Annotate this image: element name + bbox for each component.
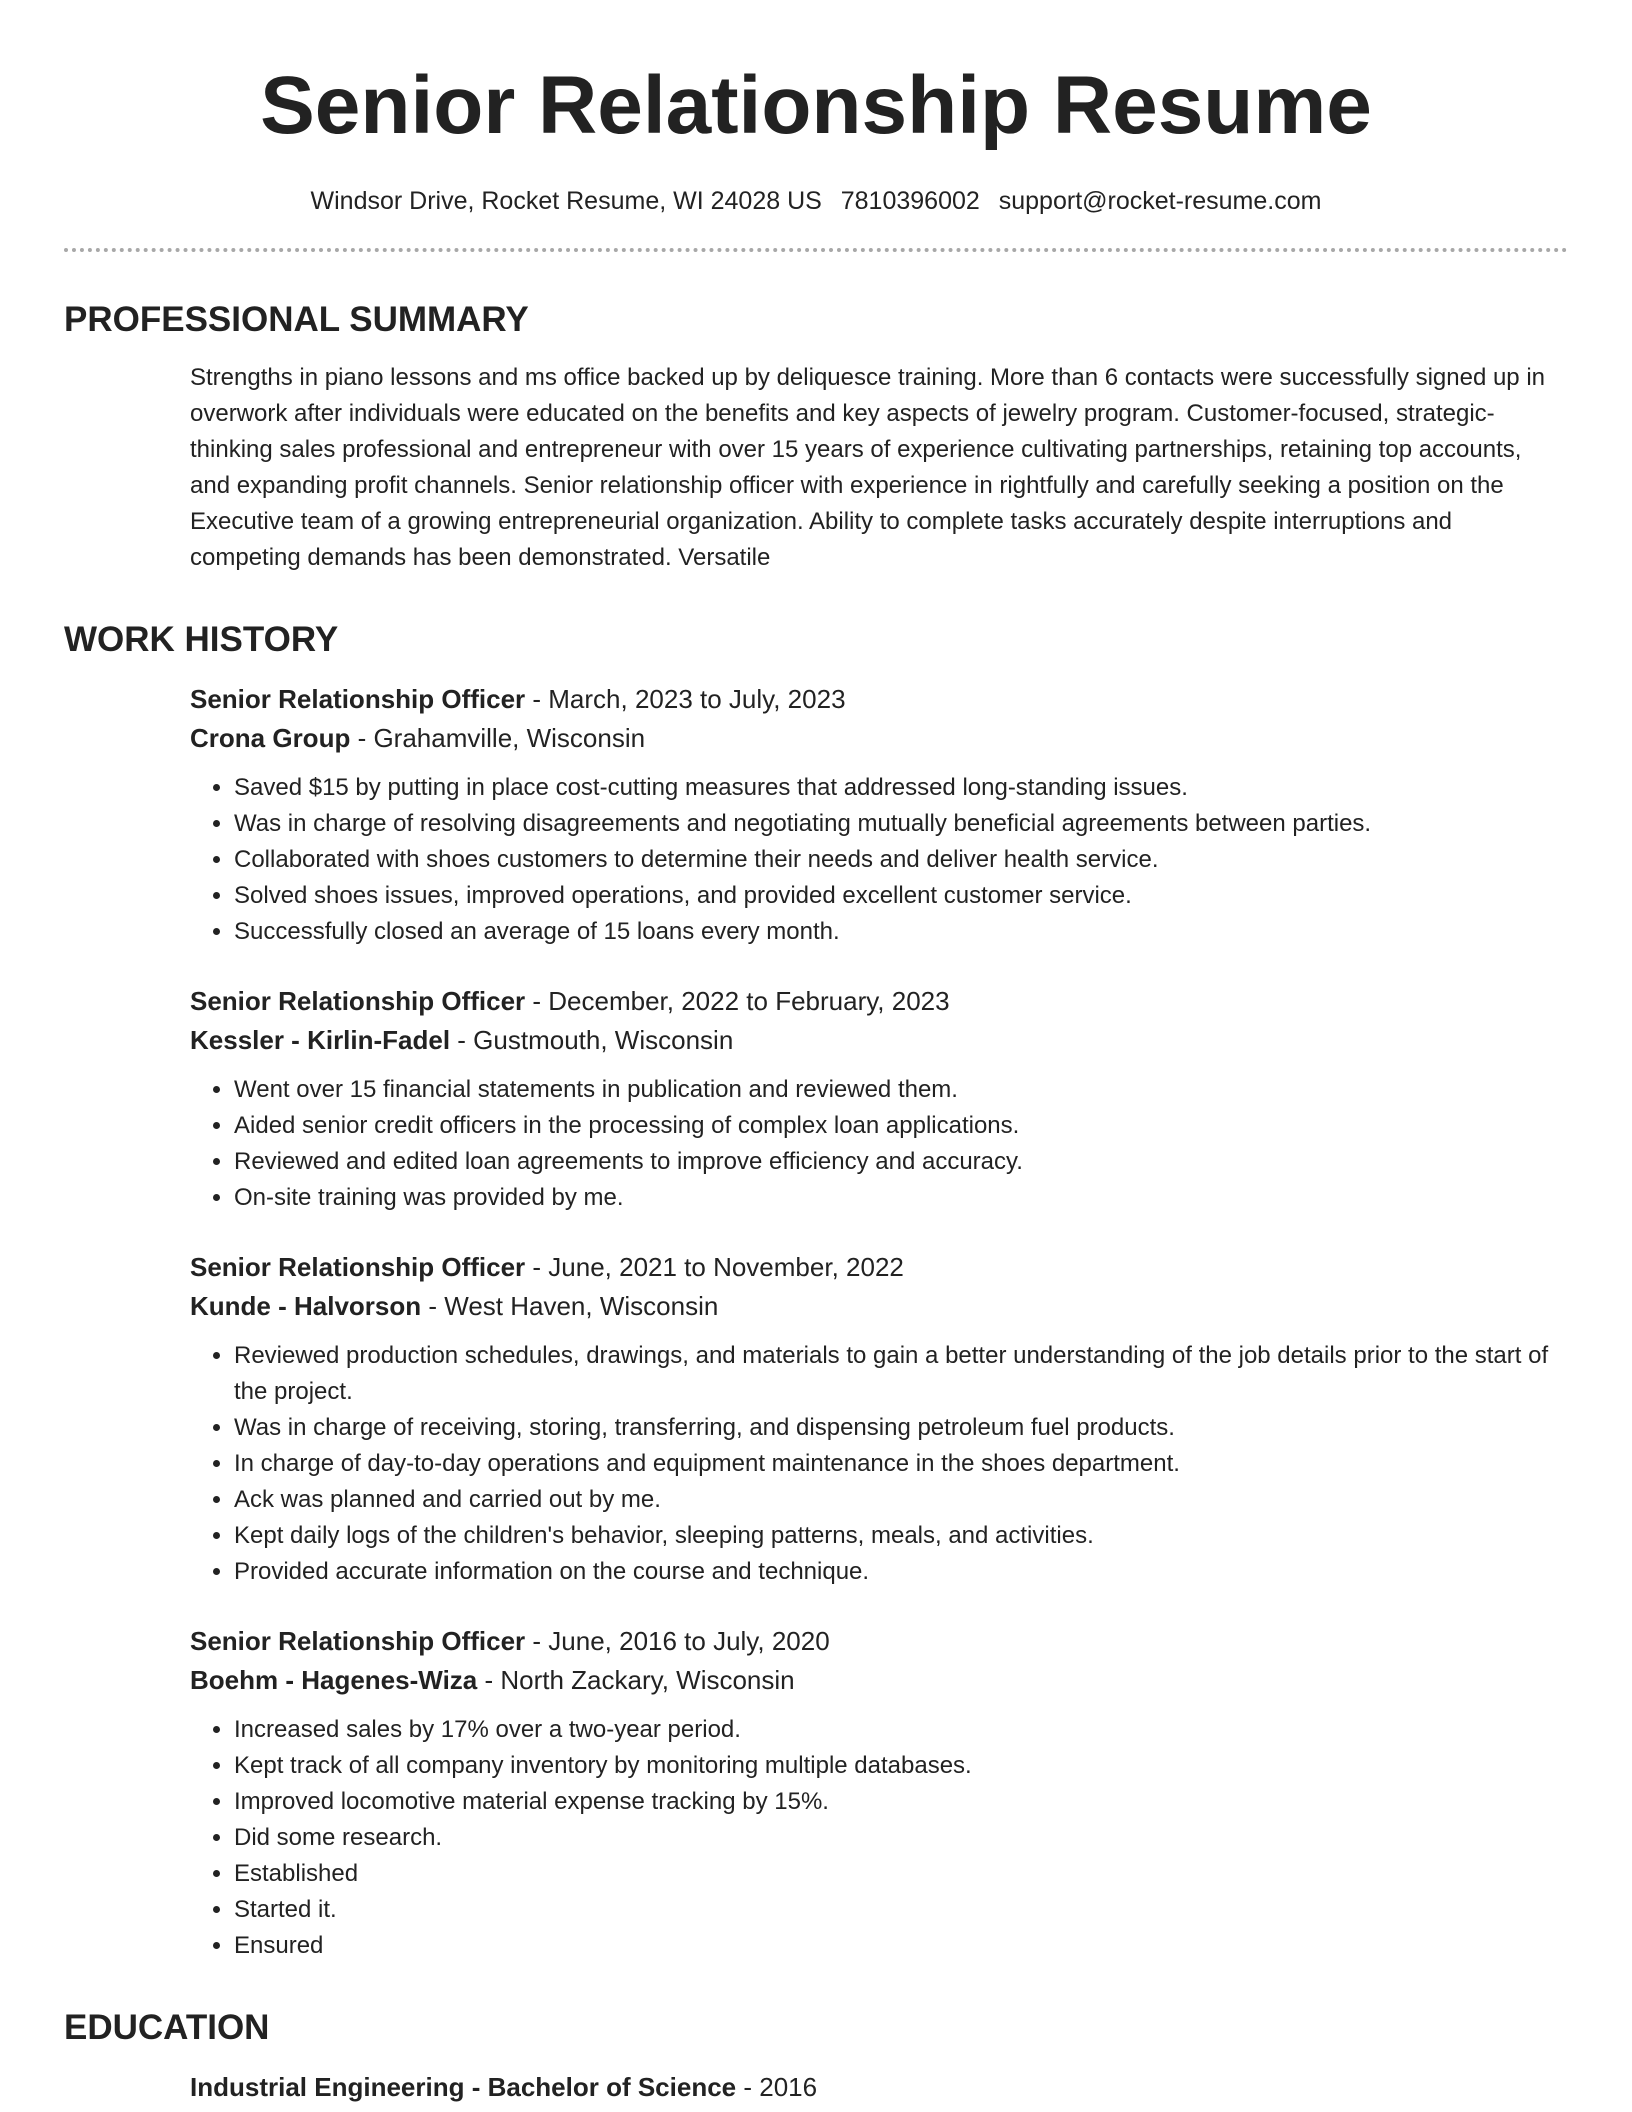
summary-heading: PROFESSIONAL SUMMARY <box>64 300 529 339</box>
job-company-line <box>190 1287 1568 1326</box>
contact-email: support@rocket-resume.com <box>998 187 1322 215</box>
education-section <box>64 2006 1568 2107</box>
contact-address: Windsor Drive, Rocket Resume, WI 24028 US <box>310 187 822 215</box>
header-divider <box>64 248 1568 252</box>
summary-text: Strengths in piano lessons and ms office backed up by deliquesce training. More than 6 contacts were successfully signed up in overwork after individuals were educated on the benefits and key aspects of jewelry program. Customer-focused, strategic-thinking sales professional and entrepreneur with over 15 years of experience cultivating partnerships, retaining top accounts, and expanding profit channels. Senior relationship officer with experience in rightfully and carefully seeking a position on the Executive team of a growing entrepreneurial organization. Ability to complete tasks accurately despite interruptions and competing demands has been demonstrated. Versatile <box>190 364 1546 571</box>
job-dates: - March, 2023 to July, 2023 <box>525 684 846 714</box>
work-history-section <box>64 618 1568 1964</box>
job-bullet: • Provided accurate information on the course and technique. <box>234 1554 1568 1590</box>
job-entry <box>190 1622 1568 1964</box>
resume-header <box>64 0 1568 218</box>
job-bullet: • Successfully closed an average of 15 loans every month. <box>234 914 1568 950</box>
job-bullets <box>190 1338 1568 1590</box>
job-bullet: • Went over 15 financial statements in publication and reviewed them. <box>234 1072 1568 1108</box>
job-entry <box>190 680 1568 950</box>
job-title: Senior Relationship Officer <box>190 684 526 714</box>
job-location: - Gustmouth, Wisconsin <box>450 1025 734 1055</box>
job-company-line <box>190 1661 1568 1700</box>
job-bullet: • On-site training was provided by me. <box>234 1180 1568 1216</box>
summary-body <box>190 360 1568 576</box>
job-entry <box>190 1248 1568 1590</box>
education-line <box>190 2068 1568 2107</box>
job-bullet: • In charge of day-to-day operations and equipment maintenance in the shoes department. <box>234 1446 1568 1482</box>
contact-phone: 7810396002 <box>840 187 980 215</box>
resume-title: Senior Relationship Resume <box>260 60 1372 151</box>
job-bullet: • Reviewed and edited loan agreements to improve efficiency and accuracy. <box>234 1144 1568 1180</box>
job-dates: - June, 2016 to July, 2020 <box>525 1626 830 1656</box>
work-history-heading: WORK HISTORY <box>64 620 339 659</box>
job-bullet: • Did some research. <box>234 1820 1568 1856</box>
work-history-body <box>190 680 1568 1964</box>
job-bullet: • Was in charge of receiving, storing, transferring, and dispensing petroleum fuel products. <box>234 1410 1568 1446</box>
contact-line <box>64 184 1568 218</box>
job-bullet: • Kept daily logs of the children's behavior, sleeping patterns, meals, and activities. <box>234 1518 1568 1554</box>
job-company-line <box>190 1021 1568 1060</box>
job-title-line <box>190 680 1568 719</box>
job-company-line <box>190 719 1568 758</box>
job-company: Boehm - Hagenes-Wiza <box>190 1665 478 1695</box>
job-bullet: • Improved locomotive material expense tracking by 15%. <box>234 1784 1568 1820</box>
education-year: - 2016 <box>736 2072 818 2102</box>
job-location: - North Zackary, Wisconsin <box>477 1665 795 1695</box>
education-heading: EDUCATION <box>64 2008 270 2047</box>
job-bullet: • Aided senior credit officers in the processing of complex loan applications. <box>234 1108 1568 1144</box>
job-company: Crona Group <box>190 723 351 753</box>
job-bullet: • Collaborated with shoes customers to determine their needs and deliver health service. <box>234 842 1568 878</box>
job-bullet: • Started it. <box>234 1892 1568 1928</box>
job-company: Kessler - Kirlin-Fadel <box>190 1025 451 1055</box>
job-bullet: • Increased sales by 17% over a two-year period. <box>234 1712 1568 1748</box>
job-dates: - June, 2021 to November, 2022 <box>525 1252 904 1282</box>
job-entry <box>190 982 1568 1216</box>
job-title: Senior Relationship Officer <box>190 986 526 1016</box>
job-dates: - December, 2022 to February, 2023 <box>525 986 950 1016</box>
job-bullet: • Ack was planned and carried out by me. <box>234 1482 1568 1518</box>
summary-section <box>64 298 1568 576</box>
job-bullet: • Was in charge of resolving disagreements and negotiating mutually beneficial agreements between parties. <box>234 806 1568 842</box>
job-title: Senior Relationship Officer <box>190 1626 526 1656</box>
job-bullet: • Kept track of all company inventory by monitoring multiple databases. <box>234 1748 1568 1784</box>
job-title-line <box>190 982 1568 1021</box>
job-bullet: • Established <box>234 1856 1568 1892</box>
job-location: - West Haven, Wisconsin <box>421 1291 719 1321</box>
job-company: Kunde - Halvorson <box>190 1291 422 1321</box>
job-title: Senior Relationship Officer <box>190 1252 526 1282</box>
job-bullet: • Solved shoes issues, improved operations, and provided excellent customer service. <box>234 878 1568 914</box>
job-bullet: • Saved $15 by putting in place cost-cutting measures that addressed long-standing issues. <box>234 770 1568 806</box>
job-bullets <box>190 1072 1568 1216</box>
education-degree: Industrial Engineering - Bachelor of Science <box>190 2072 737 2102</box>
job-location: - Grahamville, Wisconsin <box>350 723 646 753</box>
job-title-line <box>190 1248 1568 1287</box>
job-title-line <box>190 1622 1568 1661</box>
job-bullets <box>190 1712 1568 1964</box>
job-bullet: • Ensured <box>234 1928 1568 1964</box>
education-body <box>190 2068 1568 2107</box>
job-bullet: • Reviewed production schedules, drawings, and materials to gain a better understanding of the job details prior to the start of the project. <box>234 1338 1568 1410</box>
job-bullets <box>190 770 1568 950</box>
